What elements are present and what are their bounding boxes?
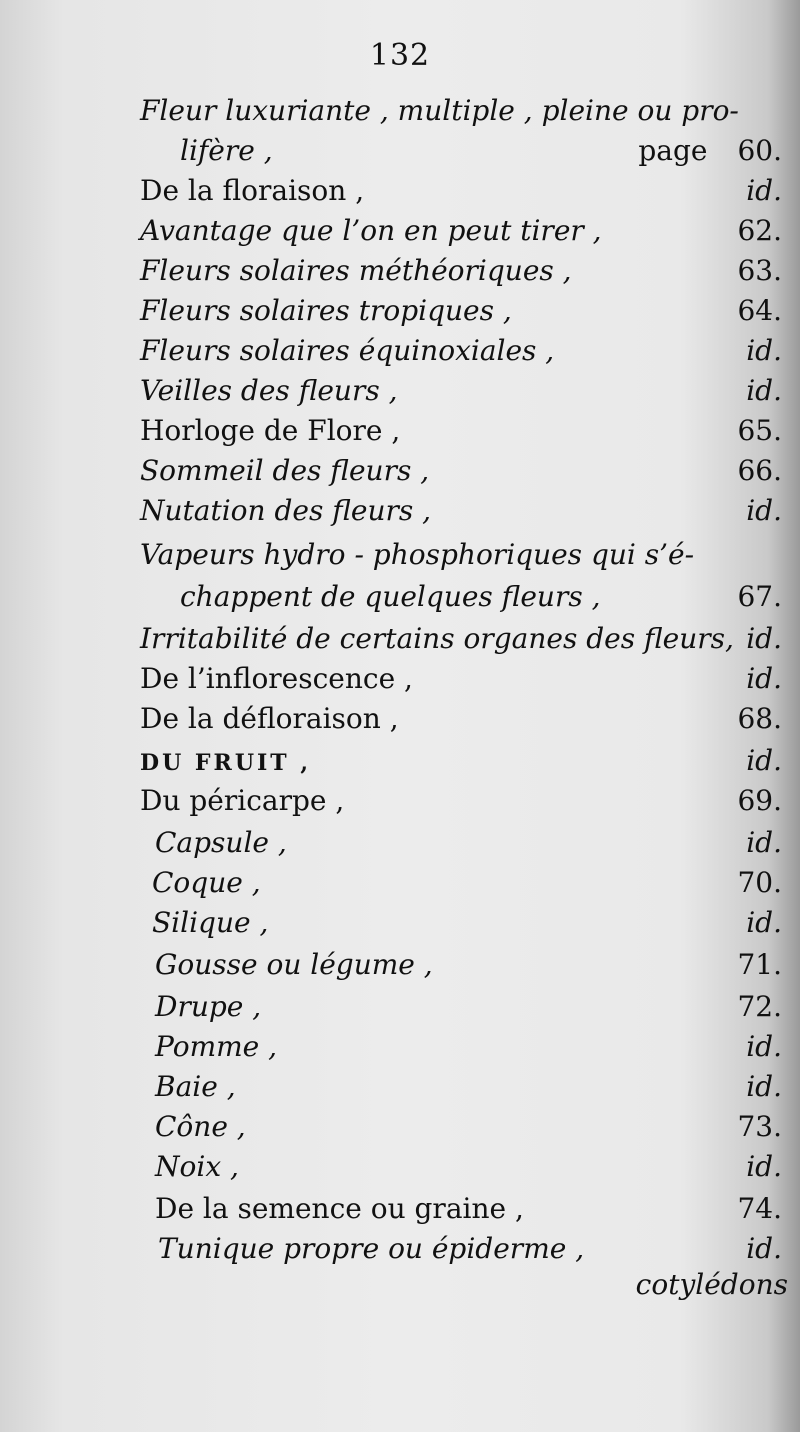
entry-label: De l’inflorescence , <box>140 662 413 695</box>
toc-entry <box>140 334 782 374</box>
entry-page-ref: 64. <box>737 294 782 327</box>
entry-label: Pomme , <box>155 1030 278 1063</box>
entry-label: Fleurs solaires tropiques , <box>140 294 512 327</box>
entry-label: Silique , <box>152 906 269 939</box>
entry-page-number: 60. <box>737 134 782 167</box>
toc-entry <box>140 414 782 454</box>
entry-label: Vapeurs hydro - phosphoriques qui s’é- <box>140 538 695 571</box>
toc-entry <box>140 254 782 294</box>
entry-label: Drupe , <box>155 990 262 1023</box>
entry-label: De la défloraison , <box>140 702 399 735</box>
toc-entry <box>155 826 782 866</box>
entry-page-ref: 63. <box>737 254 782 287</box>
entry-page-ref: id. <box>746 744 782 777</box>
entry-label: lifère , <box>180 134 273 167</box>
entry-page-ref: id. <box>746 174 782 207</box>
toc-entry <box>140 662 782 702</box>
page-number: 132 <box>369 38 431 73</box>
entry-label: Avantage que l’on en peut tirer , <box>140 214 602 247</box>
entry-page-ref: 72. <box>737 990 782 1023</box>
entry-page-ref: id. <box>746 662 782 695</box>
toc-entry <box>152 866 782 906</box>
entry-label: De la floraison , <box>140 174 365 207</box>
entry-page-ref: id. <box>746 1030 782 1063</box>
entry-page-ref: 66. <box>737 454 782 487</box>
entry-page-ref: id. <box>746 1150 782 1183</box>
toc-entry <box>140 494 782 534</box>
toc-entry <box>180 580 782 620</box>
section-heading: DU FRUIT , <box>140 750 311 776</box>
entry-label: Horloge de Flore , <box>140 414 401 447</box>
entry-label: Cône , <box>155 1110 246 1143</box>
entry-label: Nutation des fleurs , <box>140 494 432 527</box>
toc-entry <box>155 1030 782 1070</box>
toc-entry <box>140 622 782 662</box>
entry-label: Du péricarpe , <box>140 784 345 817</box>
toc-entry <box>140 174 782 214</box>
entry-page-ref: 73. <box>737 1110 782 1143</box>
entry-page-ref: 62. <box>737 214 782 247</box>
entry-page-ref <box>638 134 782 167</box>
catchword: cotylédons <box>635 1268 788 1301</box>
entry-label: Coque , <box>152 866 261 899</box>
toc-entry <box>152 906 782 946</box>
toc-entry <box>155 1192 782 1232</box>
toc-entry <box>180 134 782 174</box>
entry-page-ref: id. <box>746 1070 782 1103</box>
entry-page-ref: 70. <box>737 866 782 899</box>
entry-page-ref: 65. <box>737 414 782 447</box>
toc-entry <box>140 94 782 134</box>
entry-label: Fleurs solaires méthéoriques , <box>140 254 572 287</box>
entry-page-ref: id. <box>746 1232 782 1265</box>
entry-label: De la semence ou graine , <box>155 1192 524 1225</box>
entry-page-ref: id. <box>746 374 782 407</box>
entry-label: chappent de quelques fleurs , <box>180 580 601 613</box>
entry-page-ref: 67. <box>737 580 782 613</box>
entry-page-ref: id. <box>746 334 782 367</box>
entry-label: Capsule , <box>155 826 287 859</box>
entry-page-ref: id. <box>746 622 782 655</box>
toc-entry <box>140 214 782 254</box>
entry-page-ref: id. <box>746 494 782 527</box>
toc-entry <box>140 744 782 784</box>
toc-entry <box>140 538 782 578</box>
toc-entry <box>140 784 782 824</box>
entry-page-ref: id. <box>746 906 782 939</box>
entry-label: Baie , <box>155 1070 236 1103</box>
entry-label: Veilles des fleurs , <box>140 374 398 407</box>
entry-label: Fleur luxuriante , multiple , pleine ou pro- <box>140 94 739 127</box>
entry-page-ref: id. <box>746 826 782 859</box>
entry-label: Irritabilité de certains organes des fleurs, <box>140 622 734 655</box>
entry-label: Sommeil des fleurs , <box>140 454 430 487</box>
toc-entry <box>158 1232 782 1272</box>
entry-page-ref: 71. <box>737 948 782 981</box>
entry-label: Noix , <box>155 1150 239 1183</box>
entry-page-ref: 69. <box>737 784 782 817</box>
toc-entry <box>140 454 782 494</box>
toc-entry <box>155 1110 782 1150</box>
entry-label: Tunique propre ou épiderme , <box>158 1232 585 1265</box>
entry-page-ref: 74. <box>737 1192 782 1225</box>
toc-entry <box>155 948 782 988</box>
toc-entry <box>140 374 782 414</box>
entry-page-ref: 68. <box>737 702 782 735</box>
page-word: page <box>638 134 708 167</box>
toc-entry <box>140 294 782 334</box>
toc-entry <box>140 702 782 742</box>
toc-entry <box>155 1070 782 1110</box>
entry-label: Fleurs solaires équinoxiales , <box>140 334 555 367</box>
toc-entry <box>155 990 782 1030</box>
entry-label: Gousse ou légume , <box>155 948 433 981</box>
toc-entry <box>155 1150 782 1190</box>
